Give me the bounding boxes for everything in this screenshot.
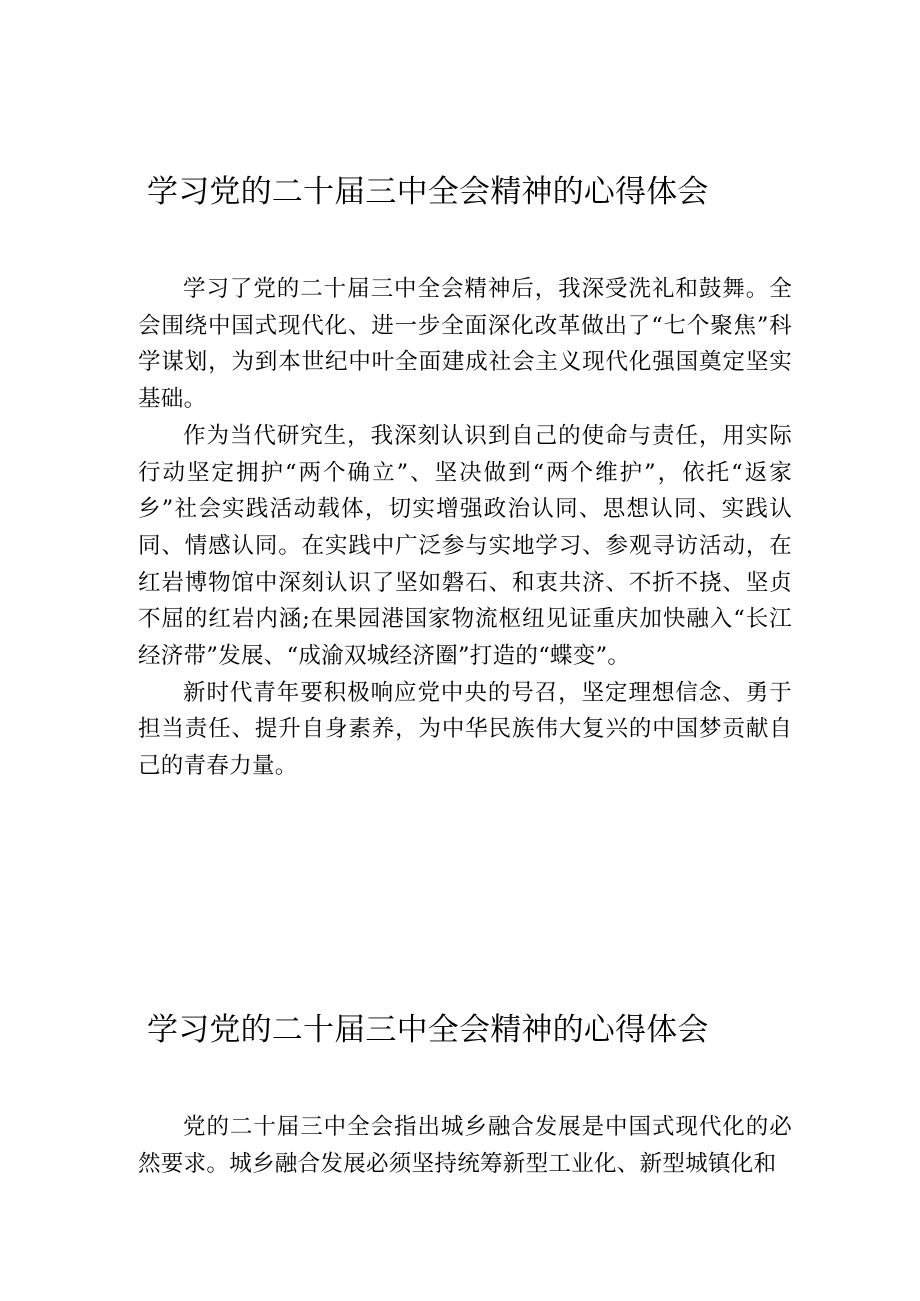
paragraph: 学习了党的二十届三中全会精神后，我深受洗礼和鼓舞。全会围绕中国式现代化、进一步全面深化改革做出了“七个聚焦”科学谋划，为到本世纪中叶全面建成社会主义现代化强国奠定坚实基础。 bbox=[138, 276, 792, 413]
article-section-2 bbox=[138, 1008, 792, 1182]
article-section-1 bbox=[138, 170, 792, 785]
paragraph: 作为当代研究生，我深刻认识到自己的使命与责任，用实际行动坚定拥护“两个确立”、坚决做到“两个维护”，依托“返家乡”社会实践活动载体，切实增强政治认同、思想认同、实践认同、情感认同。在实践中广泛参与实地学习、参观寻访活动，在红岩博物馆中深刻认识了坚如磐石、和衷共济、不折不挠、坚贞不屈的红岩内涵;在果园港国家物流枢纽见证重庆加快融入“长江经济带”发展、“成渝双城经济圈”打造的“蝶变”。 bbox=[138, 422, 792, 670]
article-body bbox=[138, 271, 792, 785]
paragraph: 新时代青年要积极响应党中央的号召，坚定理想信念、勇于担当责任、提升自身素养，为中华民族伟大复兴的中国梦贡献自己的青春力量。 bbox=[138, 679, 792, 780]
article-title: 学习党的二十届三中全会精神的心得体会 bbox=[147, 1012, 709, 1048]
article-title: 学习党的二十届三中全会精神的心得体会 bbox=[147, 174, 709, 210]
article-body bbox=[138, 1109, 792, 1182]
paragraph: 党的二十届三中全会指出城乡融合发展是中国式现代化的必然要求。城乡融合发展必须坚持统筹新型工业化、新型城镇化和 bbox=[138, 1114, 792, 1177]
